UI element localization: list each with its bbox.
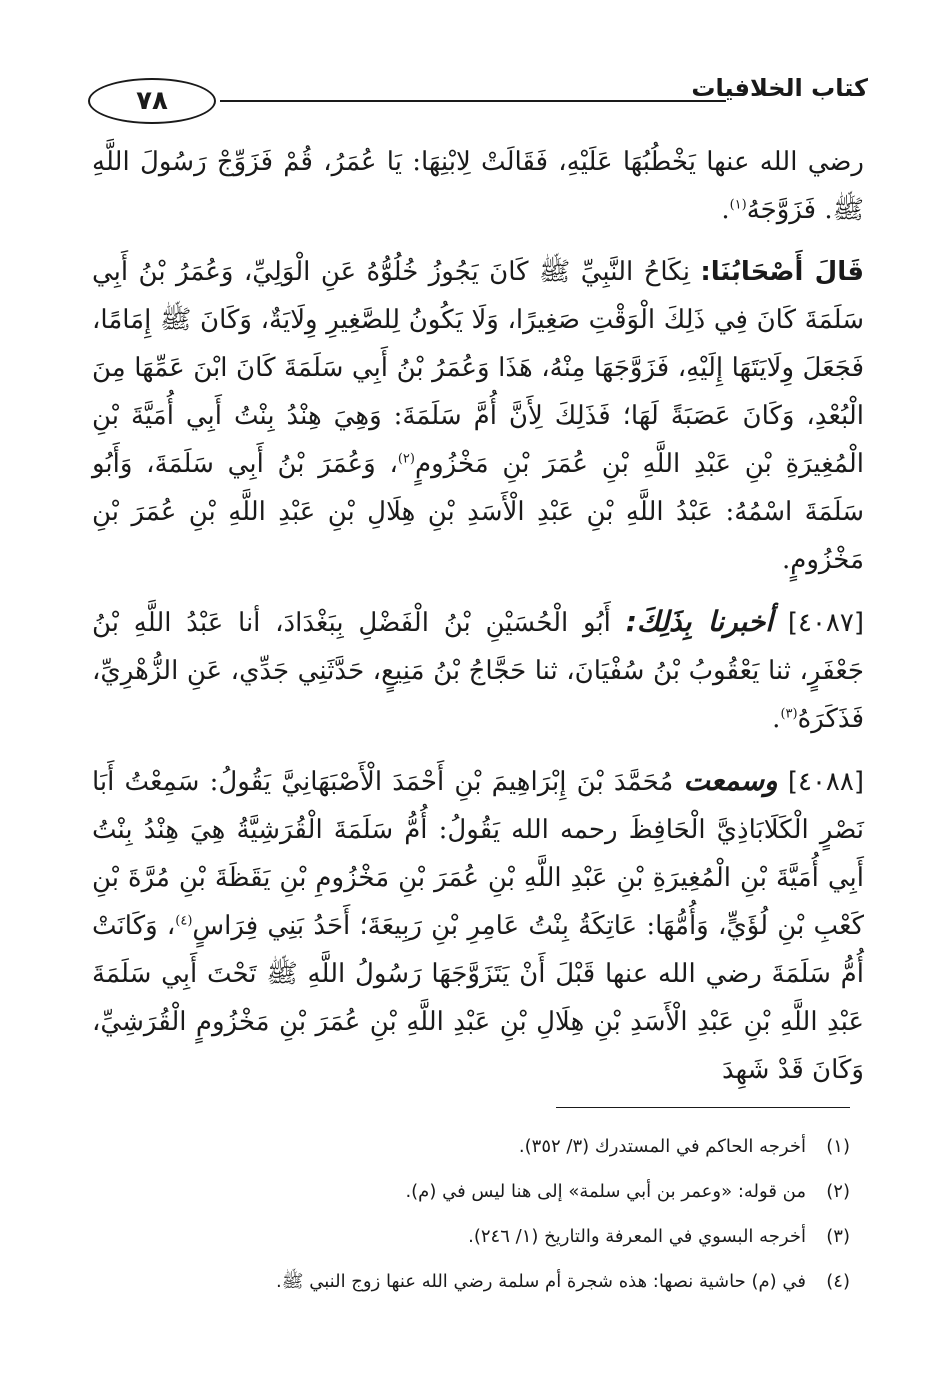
paragraph-2 — [92, 248, 864, 584]
footnote-3-number: (٣) — [826, 1226, 850, 1247]
footnote-2-text: من قوله: «وعمر بن أبي سلمة» إلى هنا ليس في (م). — [405, 1181, 806, 1202]
book-title: كتاب الخلافيات — [691, 74, 868, 102]
paragraph-3 — [92, 598, 864, 743]
paragraph-2-end: ، وَعُمَرَ بْنُ أَبِي سَلَمَةَ، وَأَبُو سَلَمَةَ اسْمُهُ: عَبْدُ اللَّهِ بْنِ عَبْدِ الْأَسَدِ بْنِ هِلَالِ بْنِ عَبْدِ اللَّهِ بْنِ عُمَرَ بْنِ مَخْزُومٍ. — [92, 449, 864, 575]
footnote-marker-3: (٣) — [780, 706, 798, 722]
footnote-3-text: أخرجه البسوي في المعرفة والتاريخ (١/ ٢٤٦). — [468, 1226, 806, 1247]
footnote-marker-1: (١) — [729, 197, 747, 213]
paragraph-4 — [92, 757, 864, 1094]
footnote-2 — [90, 1169, 850, 1214]
footnote-marker-2: (٢) — [397, 451, 415, 467]
footnote-separator — [556, 1107, 850, 1108]
footnote-1-number: (١) — [826, 1136, 850, 1157]
footnotes — [90, 1124, 850, 1304]
footnote-2-number: (٢) — [826, 1181, 850, 1202]
main-text — [92, 138, 864, 1108]
paragraph-4-end: ، وَكَانَتْ أُمُّ سَلَمَةَ رضي الله عنها قَبْلَ أَنْ يَتَزَوَّجَهَا رَسُولُ اللَّهِ ﷺ تَحْتَ أَبِي سَلَمَةَ عَبْدِ اللَّهِ بْنِ عَبْدِ الْأَسَدِ بْنِ هِلَالِ بْنِ عَبْدِ اللَّهِ بْنِ عُمَرَ بْنِ مَخْزُومٍ الْقُرَشِيِّ، وَكَانَ قَدْ شَهِدَ — [92, 911, 864, 1085]
hadith-number-4087: [٤٠٨٧] — [787, 608, 864, 638]
footnote-1-text: أخرجه الحاكم في المستدرك (٣/ ٣٥٢). — [518, 1136, 806, 1157]
paragraph-3-text: أَبُو الْحُسَيْنِ بْنُ الْفَضْلِ بِبَغْدَادَ، أنا عَبْدُ اللَّهِ بْنُ جَعْفَرٍ، ثنا يَعْقُوبُ بْنُ سُفْيَانَ، ثنا حَجَّاجُ بْنُ مَنِيعٍ، حَدَّثَنِي جَدِّي، عَنِ الزُّهْرِيِّ، فَذَكَرَهُ — [92, 608, 864, 734]
page-number: ٧٨ — [88, 78, 216, 124]
paragraph-2-text: نِكَاحُ النَّبِيِّ ﷺ كَانَ يَجُوزُ خُلُوُّهُ عَنِ الْوَلِيِّ، وَعُمَرُ بْنُ أَبِي سَلَمَةَ كَانَ فِي ذَلِكَ الْوَقْتِ صَغِيرًا، وَلَا يَكُونُ لِلصَّغِيرِ وِلَايَةٌ، وَكَانَ ﷺ إِمَامًا، فَجَعَلَ وِلَايَتَهَا إِلَيْهِ، فَزَوَّجَهَا مِنْهُ، هَذَا وَعُمَرُ بْنُ أَبِي سَلَمَةَ كَانَ ابْنَ عَمِّهَا مِنَ الْبُعْدِ، وَكَانَ عَصَبَةً لَهَا؛ فَذَلِكَ لِأَنَّ أُمَّ سَلَمَةَ: وَهِيَ هِنْدُ بِنْتُ أَبِي أُمَيَّةَ بْنِ الْمُغِيرَةِ بْنِ عَبْدِ اللَّهِ بْنِ عُمَرَ بْنِ مَخْزُومٍ — [92, 257, 864, 479]
footnote-1 — [90, 1124, 850, 1169]
paragraph-4-text: مُحَمَّدَ بْنَ إِبْرَاهِيمَ بْنِ أَحْمَدَ الْأَصْبَهَانِيَّ يَقُولُ: سَمِعْتُ أَبَا نَصْرٍ الْكَلَابَاذِيَّ الْحَافِظَ رحمه الله يَقُولُ: أُمُّ سَلَمَةَ الْقُرَشِيَّةُ هِيَ هِنْدُ بِنْتُ أَبِي أُمَيَّةَ بْنِ الْمُغِيرَةِ بْنِ عَبْدِ اللَّهِ بْنِ عُمَرَ بْنِ مَخْزُومِ بْنِ يَقَظَةَ بْنِ مُرَّةَ بْنِ كَعْبِ بْنِ لُؤَيٍّ، وَأُمُّهَا: عَاتِكَةُ بِنْتُ عَامِرِ بْنِ رَبِيعَةَ؛ أَحَدُ بَنِي فِرَاسٍ — [92, 767, 864, 941]
paragraph-1 — [92, 138, 864, 234]
footnote-3 — [90, 1214, 850, 1259]
paragraph-1-end: . — [721, 195, 730, 225]
header-rule — [220, 100, 726, 102]
paragraph-4-lead: وسمعت — [683, 764, 778, 797]
footnote-4 — [90, 1259, 850, 1304]
page-header — [88, 72, 868, 132]
paragraph-3-end: . — [772, 704, 781, 734]
footnote-4-number: (٤) — [826, 1271, 850, 1292]
footnote-marker-4: (٤) — [175, 913, 193, 929]
paragraph-1-text: رضي الله عنها يَخْطُبُهَا عَلَيْهِ، فَقَالَتْ لِابْنِهَا: يَا عُمَرُ، قُمْ فَزَوِّجْ رَسُولَ اللَّهِ ﷺ. فَزَوَّجَهُ — [92, 147, 864, 225]
paragraph-3-lead: أخبرنا بِذَلِكَ: — [625, 605, 774, 638]
footnote-4-text: في (م) حاشية نصها: هذه شجرة أم سلمة رضي الله عنها زوج النبي ﷺ. — [276, 1271, 806, 1292]
paragraph-2-lead: قَالَ أَصْحَابُنَا: — [700, 257, 864, 287]
hadith-number-4088: [٤٠٨٨] — [787, 767, 864, 797]
